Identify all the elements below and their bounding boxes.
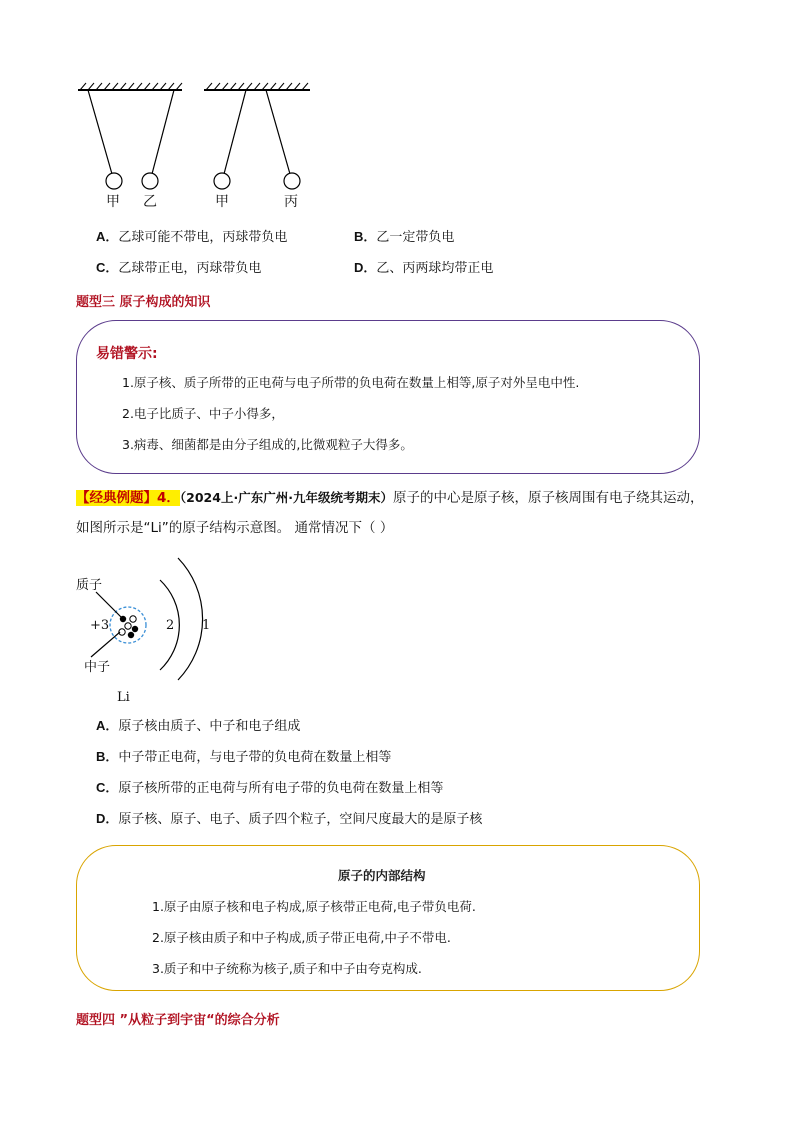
ball-yi [142,173,158,189]
q4-option-a: A．原子核由质子、中子和电子组成 [96,718,301,734]
label-yi: 乙 [143,194,157,210]
shell-2-arc [178,558,203,680]
neutron-dot [125,623,131,629]
label-shell-1: 2 [166,618,175,633]
label-shell-2: 1 [202,618,211,633]
question4-line1: 【经典例题】4．（2024上·广东广州·九年级统考期末）原子的中心是原子核，原子核周围有电子绕其运动， [76,490,704,506]
question4-tag: 【经典例题】4． [76,490,180,506]
structure-item-2: 2.原子核由质子和中子构成,质子带正电荷,中子不带电. [152,930,451,945]
section4-title: 题型四 ”从粒子到宇宙“的综合分析 [76,1013,280,1028]
question4-source: （2024上·广东广州·九年级统考期末） [179,490,393,505]
ball-jia-2 [214,173,230,189]
label-charge: +3 [90,618,110,633]
q3-option-a: A．乙球可能不带电，丙球带负电 [96,229,288,245]
label-jia-2: 甲 [215,194,229,210]
q4-option-c: C．原子核所带的正电荷与所有电子带的负电荷在数量上相等 [96,780,444,796]
q3-option-d: D．乙、丙两球均带正电 [354,260,494,276]
structure-item-3: 3.质子和中子统称为核子,质子和中子由夸克构成. [152,961,422,976]
q3-option-c: C．乙球带正电，丙球带负电 [96,260,262,276]
warning-item-2: 2.电子比质子、中子小得多， [122,406,284,421]
q4-option-d: D．原子核、原子、电子、质子四个粒子，空间尺度最大的是原子核 [96,811,483,827]
q3-option-b: B．乙一定带负电 [354,229,455,245]
proton-dot [132,626,138,632]
structure-title: 原子的内部结构 [338,868,426,883]
label-jia-1: 甲 [106,194,120,210]
neutron-dot [130,616,136,622]
ball-bing [284,173,300,189]
q4-option-b: B．中子带正电荷，与电子带的负电荷在数量上相等 [96,749,392,765]
warning-title: 易错警示: [96,346,158,362]
ball-jia-1 [106,173,122,189]
warning-item-1: 1.原子核、质子所带的正电荷与电子所带的负电荷在数量上相等,原子对外呈电中性. [122,375,580,390]
label-bing: 丙 [284,194,298,210]
question4-line2: 如图所示是“Li”的原子结构示意图。 通常情况下（ ） [76,520,394,536]
proton-dot [128,632,134,638]
structure-item-1: 1.原子由原子核和电子构成,原子核带正电荷,电子带负电荷. [152,899,476,914]
label-proton: 质子 [76,578,103,593]
label-element: Li [117,690,130,705]
label-neutron: 中子 [84,660,111,675]
warning-item-3: 3.病毒、细菌都是由分子组成的,比微观粒子大得多。 [122,437,413,452]
section3-title: 题型三 原子构成的知识 [76,295,211,310]
